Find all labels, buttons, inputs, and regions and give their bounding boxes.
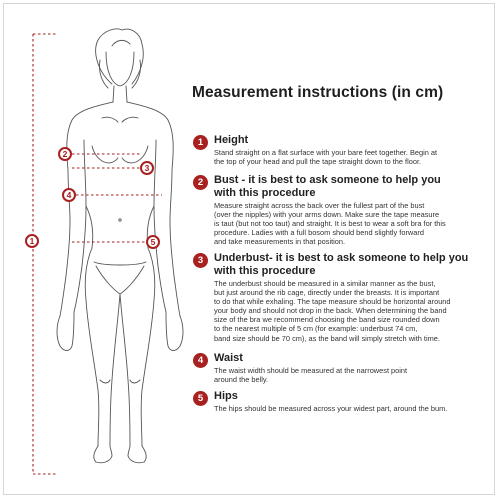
step-description: The underbust should be measured in a similar manner as the bust, but just around the rib cage, directly under the breasts. It is important to do that while exhaling. The tape measure should be horizontal around your body and should not drop in the back. When determining the band size of the bra we recommend choosing the band size rounded down to the nearest multiple of 5 cm (for example: underbust 74 cm, band size should be 70 cm), as the band will simply stretch with time. [214,279,451,343]
page-title: Measurement instructions (in cm) [192,84,444,101]
step-waist [193,352,407,384]
step-number-badge: 4 [193,353,208,368]
step-height [193,134,437,166]
step-number-badge: 2 [193,175,208,190]
step-description: Measure straight across the back over the fullest part of the bust (over the nipples) with your arms down. Make sure the tape measure is taut (but not too taut) and straight. It is best to wear a soft bra for this procedure. Ladies with a full bosom should bend slightly forward and take measurements in that position. [214,201,446,247]
waist-marker: 4 [62,188,76,202]
step-description: The hips should be measured across your widest part, around the bum. [214,404,448,413]
step-description: Stand straight on a flat surface with your bare feet together. Begin at the top of your head and pull the tape straight down to the floor. [214,148,438,167]
step-number-badge: 1 [193,135,208,150]
underbust-marker: 3 [140,161,154,175]
bust-marker: 2 [58,147,72,161]
step-heading: Waist [214,352,243,364]
step-number-badge: 3 [193,253,208,268]
step-description: The waist width should be measured at the narrowest point around the belly. [214,366,408,385]
step-bust [193,174,446,246]
step-heading: Underbust- it is best to ask someone to help you with this procedure [214,252,469,277]
step-heading: Bust - it is best to ask someone to help you with this procedure [214,174,441,199]
hips-marker: 5 [146,235,160,249]
step-heading: Hips [214,390,238,402]
step-heading: Height [214,134,249,146]
height-marker: 1 [25,234,39,248]
step-hips [193,390,447,413]
step-number-badge: 5 [193,391,208,406]
step-underbust [193,252,468,343]
